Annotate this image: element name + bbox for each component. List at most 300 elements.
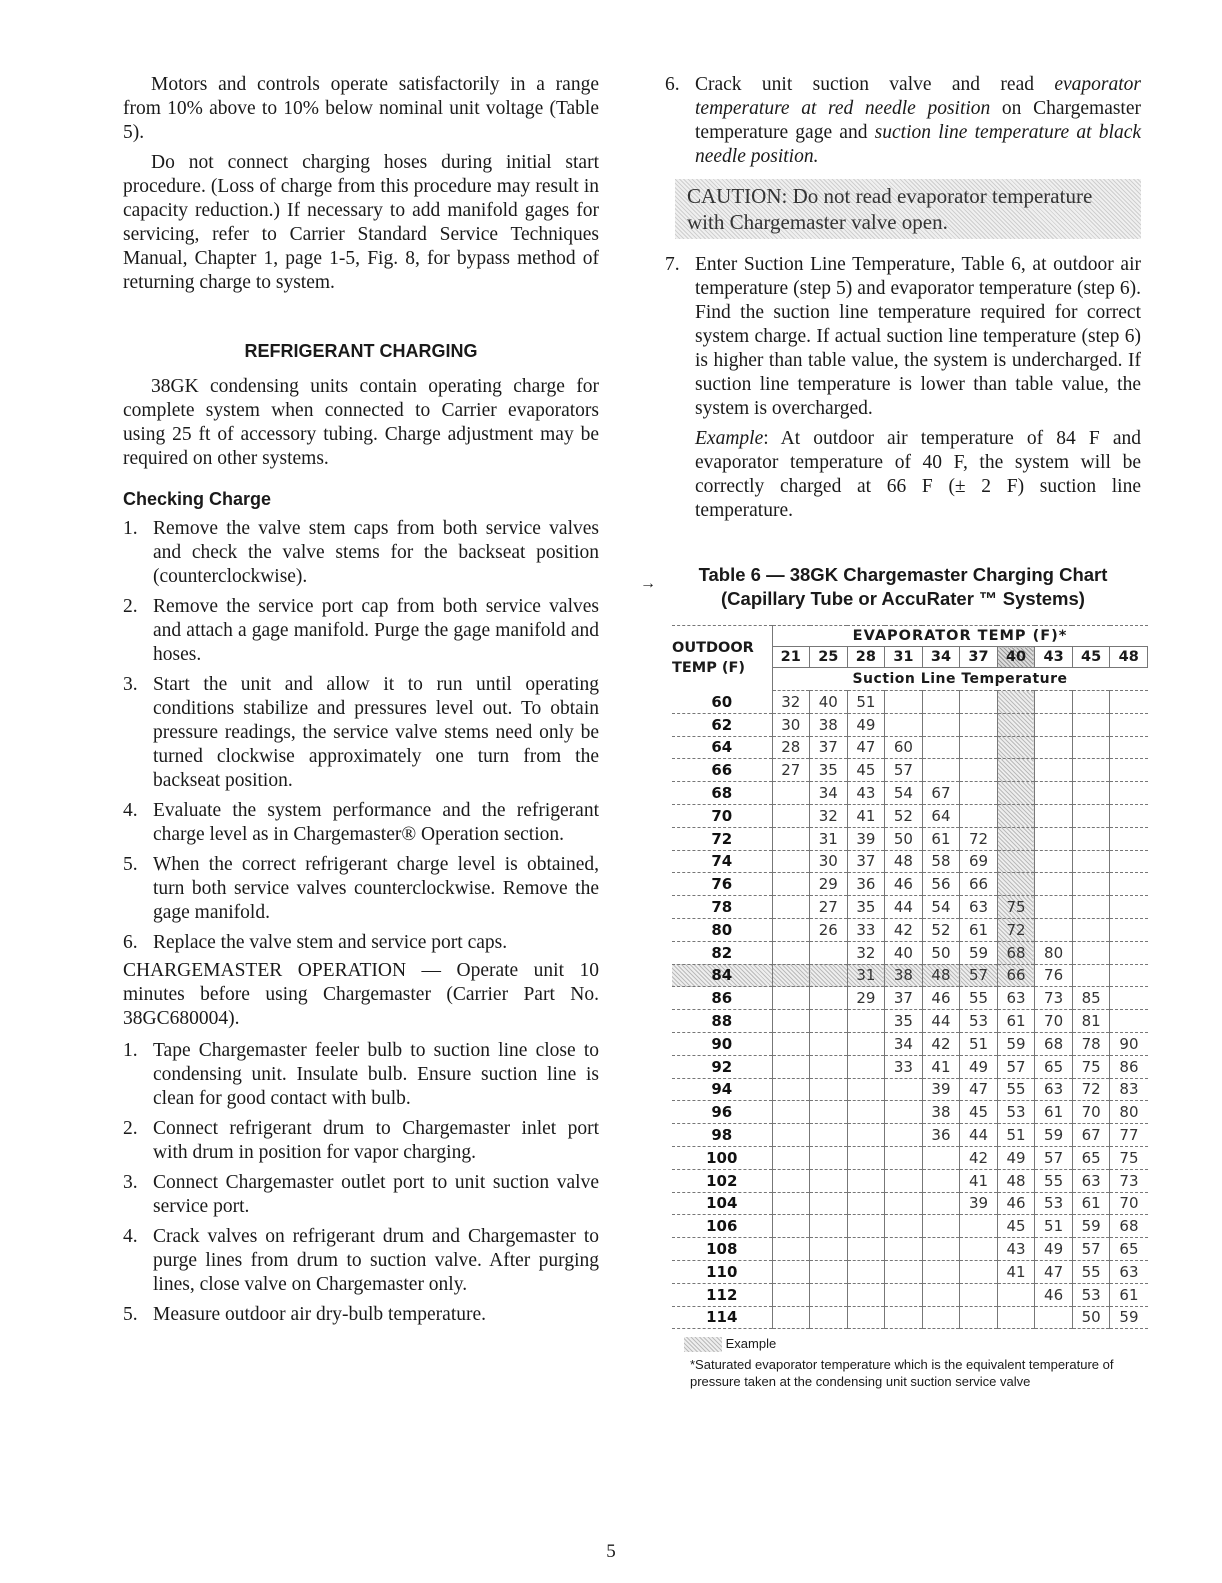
suction-temp-cell — [997, 736, 1035, 759]
step-item — [123, 931, 599, 955]
suction-temp-cell — [960, 1215, 998, 1238]
suction-temp-cell — [810, 1283, 848, 1306]
left-column — [123, 73, 599, 1333]
suction-temp-cell: 48 — [885, 850, 923, 873]
suction-temp-cell: 30 — [810, 850, 848, 873]
suction-temp-cell: 66 — [997, 964, 1035, 987]
suction-temp-cell: 65 — [1035, 1055, 1073, 1078]
suction-temp-cell: 51 — [847, 691, 885, 714]
suction-temp-cell: 55 — [960, 987, 998, 1010]
suction-temp-cell: 48 — [997, 1169, 1035, 1192]
suction-temp-cell — [1035, 827, 1073, 850]
suction-temp-cell — [1035, 850, 1073, 873]
text: Example — [695, 428, 764, 449]
example-swatch — [684, 1337, 722, 1352]
chargemaster-steps — [123, 1039, 599, 1327]
suction-temp-cell — [922, 1260, 960, 1283]
suction-temp-cell — [997, 713, 1035, 736]
suction-temp-cell: 61 — [997, 1010, 1035, 1033]
step-number: 6. — [665, 74, 680, 95]
suction-temp-cell: 37 — [885, 987, 923, 1010]
step-item — [123, 853, 599, 925]
evap-col-header: 37 — [960, 647, 998, 668]
legend-label: Example — [725, 1336, 777, 1352]
suction-temp-cell — [1110, 782, 1148, 805]
arrow-icon: → — [640, 575, 656, 592]
step-text: Remove the valve stem caps from both service valves and check the valve stems for the backseat position (counterclockwise). — [153, 518, 599, 587]
evap-col-header: 45 — [1072, 647, 1110, 668]
table-title-line: (Capillary Tube or AccuRater ™ Systems) — [721, 588, 1085, 609]
table-row — [672, 759, 1148, 782]
outdoor-temp-cell: 70 — [672, 804, 772, 827]
suction-temp-cell: 83 — [1110, 1078, 1148, 1101]
suction-temp-cell: 35 — [847, 896, 885, 919]
suction-temp-cell — [1035, 691, 1073, 714]
checking-steps — [123, 517, 599, 955]
table-row — [672, 1169, 1148, 1192]
suction-temp-cell: 67 — [1072, 1124, 1110, 1147]
suction-temp-cell: 63 — [1035, 1078, 1073, 1101]
suction-temp-cell — [960, 1238, 998, 1261]
step-number: 4. — [123, 800, 138, 821]
outdoor-temp-cell: 64 — [672, 736, 772, 759]
step-item — [123, 595, 599, 667]
table-row — [672, 873, 1148, 896]
paragraph: Motors and controls operate satisfactorily in a range from 10% above to 10% below nominal unit voltage (Table 5). — [123, 74, 599, 143]
table-row — [672, 1124, 1148, 1147]
suction-temp-cell — [922, 1306, 960, 1329]
suction-temp-cell: 49 — [1035, 1238, 1073, 1261]
outdoor-temp-cell: 104 — [672, 1192, 772, 1215]
suction-temp-cell — [997, 782, 1035, 805]
suction-temp-cell — [885, 1260, 923, 1283]
suction-temp-cell: 50 — [885, 827, 923, 850]
outdoor-temp-cell: 66 — [672, 759, 772, 782]
suction-temp-cell — [885, 1283, 923, 1306]
suction-temp-cell — [1072, 691, 1110, 714]
suction-temp-cell: 33 — [847, 918, 885, 941]
step-item — [665, 253, 1141, 421]
outdoor-temp-cell: 114 — [672, 1306, 772, 1329]
suction-temp-cell: 73 — [1110, 1169, 1148, 1192]
suction-temp-cell — [1072, 782, 1110, 805]
suction-temp-cell — [997, 691, 1035, 714]
suction-temp-cell: 63 — [1072, 1169, 1110, 1192]
suction-temp-cell — [1072, 713, 1110, 736]
step-number: 4. — [123, 1226, 138, 1247]
suction-temp-cell: 72 — [997, 918, 1035, 941]
suction-temp-cell: 47 — [1035, 1260, 1073, 1283]
suction-temp-cell: 34 — [810, 782, 848, 805]
suction-temp-cell: 42 — [885, 918, 923, 941]
suction-temp-cell: 41 — [960, 1169, 998, 1192]
suction-temp-cell: 32 — [847, 941, 885, 964]
suction-temp-cell — [772, 1146, 810, 1169]
suction-temp-cell — [997, 1283, 1035, 1306]
evap-col-header: 31 — [885, 647, 923, 668]
suction-temp-cell: 36 — [847, 873, 885, 896]
paragraph: CHARGEMASTER OPERATION — Operate unit 10 minutes before using Chargemaster (Carrier Part No. 38GC680004). — [123, 960, 599, 1029]
suction-temp-cell — [885, 713, 923, 736]
text: Crack unit suction valve and read — [695, 74, 1055, 95]
suction-temp-cell — [1072, 827, 1110, 850]
suction-temp-cell — [772, 1215, 810, 1238]
suction-temp-cell: 36 — [922, 1124, 960, 1147]
suction-temp-cell: 58 — [922, 850, 960, 873]
suction-temp-cell — [922, 1192, 960, 1215]
outdoor-temp-cell: 108 — [672, 1238, 772, 1261]
suction-temp-cell — [922, 1169, 960, 1192]
suction-temp-cell — [885, 1078, 923, 1101]
text: : At outdoor air temperature of 84 F and evaporator temperature of 40 F, the system will be correctly charged at 66 F (± 2 F) suction line temperature. — [695, 428, 1141, 521]
suction-temp-cell: 59 — [997, 1032, 1035, 1055]
suction-temp-cell — [1110, 896, 1148, 919]
suction-temp-cell: 57 — [1035, 1146, 1073, 1169]
suction-temp-cell: 70 — [1110, 1192, 1148, 1215]
suction-temp-cell: 41 — [922, 1055, 960, 1078]
suction-temp-cell: 78 — [1072, 1032, 1110, 1055]
charging-chart-table — [672, 625, 1148, 1329]
suction-temp-cell — [772, 1260, 810, 1283]
suction-temp-cell: 32 — [810, 804, 848, 827]
suction-temp-cell: 65 — [1072, 1146, 1110, 1169]
step-item — [123, 517, 599, 589]
suction-temp-cell — [1072, 873, 1110, 896]
suction-temp-cell: 61 — [922, 827, 960, 850]
evap-col-header: 28 — [847, 647, 885, 668]
outdoor-temp-cell: 68 — [672, 782, 772, 805]
suction-temp-cell: 77 — [1110, 1124, 1148, 1147]
suction-temp-cell — [772, 1124, 810, 1147]
suction-temp-cell: 51 — [997, 1124, 1035, 1147]
suction-temp-cell — [847, 1306, 885, 1329]
suction-temp-cell: 61 — [1072, 1192, 1110, 1215]
suction-temp-cell: 52 — [922, 918, 960, 941]
suction-temp-cell: 55 — [1072, 1260, 1110, 1283]
suction-temp-cell — [847, 1078, 885, 1101]
suction-temp-cell: 59 — [1035, 1124, 1073, 1147]
table-row — [672, 1238, 1148, 1261]
suction-temp-cell: 68 — [997, 941, 1035, 964]
table-row — [672, 736, 1148, 759]
suction-temp-cell: 75 — [1110, 1146, 1148, 1169]
suction-temp-cell: 49 — [847, 713, 885, 736]
table-row — [672, 896, 1148, 919]
suction-temp-cell: 65 — [1110, 1238, 1148, 1261]
suction-temp-cell: 37 — [847, 850, 885, 873]
suction-temp-cell — [847, 1260, 885, 1283]
suction-temp-cell: 46 — [922, 987, 960, 1010]
step-text: When the correct refrigerant charge level is obtained, turn both service valves counterclockwise. Remove the gage manifold. — [153, 854, 599, 923]
suction-temp-cell — [772, 1306, 810, 1329]
suction-temp-cell: 57 — [1072, 1238, 1110, 1261]
suction-temp-cell: 49 — [997, 1146, 1035, 1169]
suction-temp-cell — [1110, 850, 1148, 873]
step-number: 2. — [123, 1118, 138, 1139]
suction-temp-cell: 55 — [997, 1078, 1035, 1101]
suction-temp-cell — [885, 1124, 923, 1147]
suction-temp-cell — [847, 1283, 885, 1306]
suction-temp-cell: 38 — [885, 964, 923, 987]
suction-temp-cell: 46 — [885, 873, 923, 896]
step-number: 7. — [665, 254, 680, 275]
suction-temp-cell — [847, 1146, 885, 1169]
suction-temp-cell: 53 — [1035, 1192, 1073, 1215]
suction-temp-cell — [810, 1010, 848, 1033]
suction-temp-cell — [810, 1078, 848, 1101]
suction-temp-cell: 47 — [847, 736, 885, 759]
suction-temp-cell: 73 — [1035, 987, 1073, 1010]
suction-temp-cell — [847, 1169, 885, 1192]
suction-temp-cell: 86 — [1110, 1055, 1148, 1078]
suction-temp-cell: 80 — [1110, 1101, 1148, 1124]
step-text: Connect Chargemaster outlet port to unit suction valve service port. — [153, 1172, 599, 1217]
caution-box: CAUTION: Do not read evaporator temperature with Chargemaster valve open. — [675, 179, 1141, 239]
suction-temp-cell — [810, 1238, 848, 1261]
suction-temp-cell — [1110, 941, 1148, 964]
suction-temp-cell — [772, 1192, 810, 1215]
outdoor-temp-cell: 86 — [672, 987, 772, 1010]
suction-temp-cell — [997, 827, 1035, 850]
suction-temp-cell: 66 — [960, 873, 998, 896]
step-item — [665, 73, 1141, 169]
suction-temp-cell — [810, 1055, 848, 1078]
suction-temp-cell — [810, 1032, 848, 1055]
suction-temp-cell — [772, 827, 810, 850]
suction-temp-cell — [1110, 1010, 1148, 1033]
suction-temp-cell — [810, 941, 848, 964]
suction-temp-cell — [1035, 873, 1073, 896]
outdoor-temp-cell: 96 — [672, 1101, 772, 1124]
step-item — [123, 673, 599, 793]
step-text: Evaluate the system performance and the refrigerant charge level as in Chargemaster® Operation section. — [153, 800, 599, 845]
text: evaporator temperature at red needle position — [695, 74, 1141, 119]
suction-temp-cell: 46 — [1035, 1283, 1073, 1306]
outdoor-temp-cell: 92 — [672, 1055, 772, 1078]
outdoor-temp-cell: 80 — [672, 918, 772, 941]
step-item — [123, 1303, 599, 1327]
paragraph: 38GK condensing units contain operating charge for complete system when connected to Carrier evaporators using 25 ft of accessory tubing. Charge adjustment may be required on other systems. — [123, 376, 599, 469]
suction-temp-cell — [1110, 736, 1148, 759]
table-row — [672, 1260, 1148, 1283]
suction-temp-cell: 52 — [885, 804, 923, 827]
suction-temp-cell — [1072, 918, 1110, 941]
suction-temp-cell — [772, 1055, 810, 1078]
table-row — [672, 713, 1148, 736]
suction-temp-cell: 42 — [960, 1146, 998, 1169]
suction-temp-cell — [772, 1032, 810, 1055]
suction-temp-cell — [810, 1215, 848, 1238]
table-row — [672, 941, 1148, 964]
suction-temp-cell: 45 — [960, 1101, 998, 1124]
suction-temp-cell: 42 — [922, 1032, 960, 1055]
suction-temp-cell: 32 — [772, 691, 810, 714]
suction-temp-cell: 63 — [1110, 1260, 1148, 1283]
suction-temp-cell — [772, 782, 810, 805]
step-item — [123, 1117, 599, 1165]
suction-temp-cell: 41 — [997, 1260, 1035, 1283]
outdoor-temp-cell: 102 — [672, 1169, 772, 1192]
suction-temp-cell — [1072, 941, 1110, 964]
step-number: 1. — [123, 1040, 138, 1061]
text: suction line temperature at black needle position. — [695, 122, 1142, 167]
suction-temp-cell — [847, 1124, 885, 1147]
suction-temp-cell — [772, 1283, 810, 1306]
evap-col-header: 21 — [772, 647, 810, 668]
suction-temp-cell: 48 — [922, 964, 960, 987]
suction-temp-cell — [1072, 850, 1110, 873]
suction-temp-cell — [810, 1146, 848, 1169]
suction-temp-cell: 43 — [997, 1238, 1035, 1261]
suction-temp-cell — [997, 804, 1035, 827]
suction-temp-cell: 60 — [885, 736, 923, 759]
table-row — [672, 1032, 1148, 1055]
suction-temp-cell: 59 — [1110, 1306, 1148, 1329]
suction-temp-cell — [960, 782, 998, 805]
suction-temp-cell — [960, 1306, 998, 1329]
suction-temp-cell — [922, 736, 960, 759]
suction-temp-cell: 37 — [810, 736, 848, 759]
suction-temp-cell: 38 — [922, 1101, 960, 1124]
suction-temp-cell — [922, 691, 960, 714]
outdoor-temp-cell: 112 — [672, 1283, 772, 1306]
suction-temp-cell: 54 — [885, 782, 923, 805]
suction-temp-cell: 63 — [997, 987, 1035, 1010]
footnote: *Saturated evaporator temperature which is the equivalent temperature of pressure taken at the condensing unit suction service valve — [690, 1357, 1114, 1390]
table-row — [672, 1215, 1148, 1238]
step-item — [123, 1225, 599, 1297]
suction-temp-cell — [772, 941, 810, 964]
step-text: Replace the valve stem and service port caps. — [153, 932, 508, 953]
suction-temp-cell: 39 — [960, 1192, 998, 1215]
suction-temp-cell — [772, 918, 810, 941]
suction-temp-cell — [847, 1055, 885, 1078]
suction-temp-cell — [847, 1101, 885, 1124]
suction-temp-cell: 31 — [847, 964, 885, 987]
suction-temp-cell — [772, 1010, 810, 1033]
suction-temp-cell: 70 — [1035, 1010, 1073, 1033]
suction-temp-cell — [960, 759, 998, 782]
suction-temp-cell — [810, 987, 848, 1010]
suction-temp-cell: 69 — [960, 850, 998, 873]
suction-temp-cell — [960, 1260, 998, 1283]
table-title-line: Table 6 — 38GK Chargemaster Charging Chart — [698, 564, 1108, 585]
suction-temp-cell: 61 — [1110, 1283, 1148, 1306]
suction-temp-cell — [810, 1192, 848, 1215]
suction-temp-cell: 53 — [1072, 1283, 1110, 1306]
step-number: 6. — [123, 932, 138, 953]
suction-temp-cell: 27 — [772, 759, 810, 782]
suction-temp-cell: 29 — [847, 987, 885, 1010]
outdoor-temp-cell: 62 — [672, 713, 772, 736]
suction-temp-cell: 41 — [847, 804, 885, 827]
suction-temp-cell — [772, 987, 810, 1010]
suction-temp-cell — [997, 850, 1035, 873]
outdoor-temp-cell: 84 — [672, 964, 772, 987]
suction-temp-cell — [885, 1238, 923, 1261]
suction-temp-cell — [772, 850, 810, 873]
suction-temp-cell: 26 — [810, 918, 848, 941]
suction-temp-cell — [1110, 713, 1148, 736]
suction-temp-cell: 53 — [997, 1101, 1035, 1124]
table-row — [672, 1306, 1148, 1329]
suction-temp-cell: 44 — [885, 896, 923, 919]
outdoor-temp-cell: 106 — [672, 1215, 772, 1238]
suction-temp-cell — [810, 964, 848, 987]
suction-temp-cell — [922, 713, 960, 736]
suction-temp-cell — [772, 1169, 810, 1192]
table-title-block — [640, 563, 1141, 611]
suction-temp-cell: 57 — [885, 759, 923, 782]
suction-temp-cell — [847, 1032, 885, 1055]
suction-temp-cell — [997, 759, 1035, 782]
suction-temp-cell: 53 — [960, 1010, 998, 1033]
outdoor-temp-cell: 94 — [672, 1078, 772, 1101]
suction-temp-cell — [1072, 759, 1110, 782]
page-number: 5 — [606, 1541, 616, 1562]
table-row — [672, 1283, 1148, 1306]
suction-temp-cell — [960, 804, 998, 827]
suction-temp-cell — [1072, 964, 1110, 987]
suction-temp-cell — [772, 1078, 810, 1101]
right-column — [640, 73, 1142, 1390]
suction-line-header: Suction Line Temperature — [772, 668, 1148, 691]
step-number: 5. — [123, 854, 138, 875]
suction-temp-cell: 39 — [847, 827, 885, 850]
suction-temp-cell — [847, 1010, 885, 1033]
suction-temp-cell — [885, 1101, 923, 1124]
suction-temp-cell — [922, 759, 960, 782]
legend — [684, 1335, 1141, 1352]
step-number: 2. — [123, 596, 138, 617]
table-row — [672, 827, 1148, 850]
suction-temp-cell: 51 — [1035, 1215, 1073, 1238]
outdoor-temp-cell: 76 — [672, 873, 772, 896]
suction-temp-cell — [1072, 896, 1110, 919]
table-row — [672, 987, 1148, 1010]
suction-temp-cell — [960, 713, 998, 736]
suction-temp-cell — [997, 873, 1035, 896]
outdoor-temp-cell: 110 — [672, 1260, 772, 1283]
outdoor-temp-cell: 60 — [672, 691, 772, 714]
suction-temp-cell: 51 — [960, 1032, 998, 1055]
suction-temp-cell — [885, 1146, 923, 1169]
table-row — [672, 691, 1148, 714]
suction-temp-cell: 75 — [997, 896, 1035, 919]
step-text: Start the unit and allow it to run until operating conditions stabilize and pressures level out. To obtain pressure readings, the service valve stems need only be turned clockwise approximately one turn from the backseat position. — [153, 674, 599, 791]
table-row — [672, 1192, 1148, 1215]
suction-temp-cell: 35 — [810, 759, 848, 782]
suction-temp-cell — [772, 873, 810, 896]
suction-temp-cell: 44 — [960, 1124, 998, 1147]
step-text: Measure outdoor air dry-bulb temperature. — [153, 1304, 487, 1325]
suction-temp-cell — [810, 1124, 848, 1147]
suction-temp-cell — [1035, 918, 1073, 941]
suction-temp-cell — [772, 804, 810, 827]
evaporator-temp-header: EVAPORATOR TEMP (F)* — [772, 626, 1148, 647]
suction-temp-cell — [1110, 759, 1148, 782]
suction-temp-cell: 59 — [1072, 1215, 1110, 1238]
section-heading: REFRIGERANT CHARGING — [244, 341, 478, 361]
suction-temp-cell — [1035, 736, 1073, 759]
suction-temp-cell: 68 — [1035, 1032, 1073, 1055]
step-number: 5. — [123, 1304, 138, 1325]
suction-temp-cell — [922, 1215, 960, 1238]
suction-temp-cell — [772, 1101, 810, 1124]
suction-temp-cell: 64 — [922, 804, 960, 827]
outdoor-temp-cell: 100 — [672, 1146, 772, 1169]
outdoor-temp-cell: 72 — [672, 827, 772, 850]
